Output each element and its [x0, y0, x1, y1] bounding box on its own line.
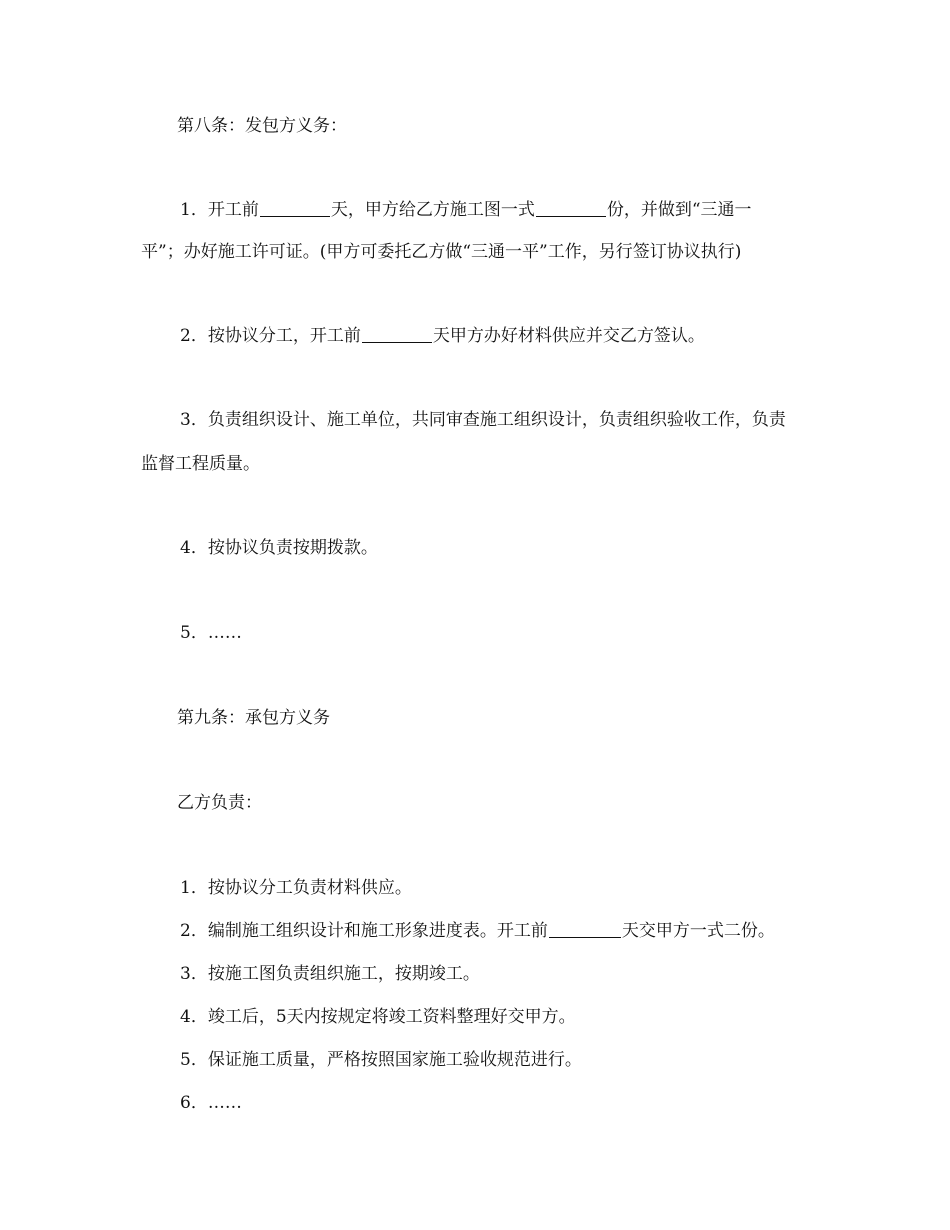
article-8-item-5 [180, 621, 242, 645]
item-number: 6． [180, 1093, 208, 1113]
item-number: 4． [180, 538, 208, 558]
article-9-item-4 [180, 1005, 576, 1029]
item-text: 天，甲方给乙方施工图一式 [330, 200, 535, 220]
item-text: 负责组织设计、施工单位，共同审查施工组织设计，负责组织验收工作，负责 [207, 410, 786, 430]
article-9-intro [177, 791, 262, 815]
item-text: 平”；办好施工许可证。(甲方可委托乙方做“三通一平”工作，另行签订协议执行) [141, 242, 742, 262]
article-8-item-2 [180, 324, 705, 348]
article-9-heading [177, 706, 330, 730]
item-text: 按施工图负责组织施工，按期竣工。 [207, 964, 480, 984]
article-9-item-2 [180, 919, 775, 943]
item-text: 编制施工组织设计和施工形象进度表。开工前 [207, 921, 548, 941]
item-text: 份，并做到“三通一 [606, 200, 752, 220]
item-text: 天甲方办好材料供应并交乙方签认。 [432, 326, 705, 346]
fill-blank-copies[interactable] [536, 198, 606, 217]
item-number: 3． [180, 410, 208, 430]
item-text: …… [207, 1093, 242, 1113]
fill-blank-days[interactable] [549, 919, 621, 938]
article-8-item-1-line-2 [141, 240, 741, 264]
item-number: 5． [180, 623, 208, 643]
item-text: …… [207, 623, 242, 643]
article-9-item-5 [180, 1048, 582, 1072]
article-9-item-3 [180, 962, 480, 986]
item-text: 天交甲方一式二份。 [621, 921, 775, 941]
item-number: 2． [180, 326, 208, 346]
article-8-item-4 [180, 536, 378, 560]
article-9-item-6 [180, 1091, 242, 1115]
item-number: 1． [180, 878, 208, 898]
item-text: 按协议分工，开工前 [207, 326, 361, 346]
article-8-item-3-line-1 [180, 408, 786, 432]
item-number: 2． [180, 921, 208, 941]
article-9-heading-text: 第九条：承包方义务 [177, 708, 330, 728]
item-number: 4． [180, 1007, 208, 1027]
article-8-item-1-line-1 [180, 198, 752, 222]
item-text: 按协议负责按期拨款。 [207, 538, 378, 558]
article-8-heading [177, 114, 347, 138]
item-number: 3． [180, 964, 208, 984]
article-8-heading-text: 第八条：发包方义务： [177, 116, 347, 136]
article-9-item-1 [180, 876, 412, 900]
item-text: 保证施工质量，严格按照国家施工验收规范进行。 [207, 1050, 582, 1070]
fill-blank-days[interactable] [260, 198, 330, 217]
article-9-intro-text: 乙方负责： [177, 793, 262, 813]
item-number: 5． [180, 1050, 208, 1070]
item-number: 1． [180, 200, 208, 220]
article-8-item-3-line-2 [141, 452, 260, 476]
item-text: 竣工后，5天内按规定将竣工资料整理好交甲方。 [207, 1007, 576, 1027]
item-text: 按协议分工负责材料供应。 [207, 878, 412, 898]
fill-blank-days[interactable] [362, 324, 432, 343]
item-text: 监督工程质量。 [141, 454, 260, 474]
item-text: 开工前 [207, 200, 259, 220]
